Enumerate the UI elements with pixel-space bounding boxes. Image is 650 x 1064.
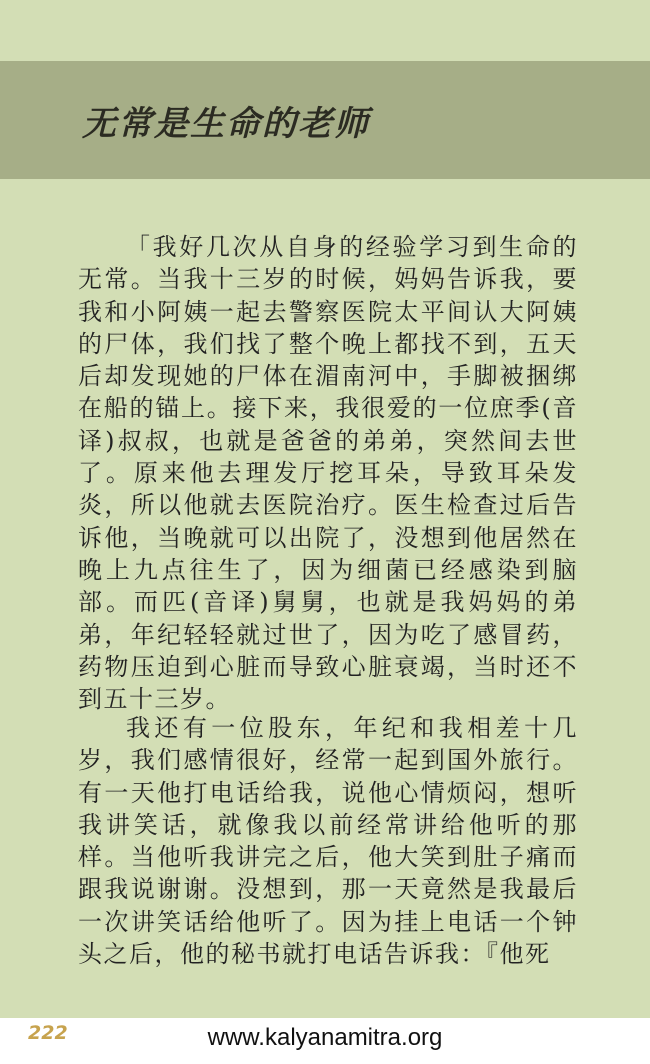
paragraph-2: 我还有一位股东，年纪和我相差十几岁，我们感情很好，经常一起到国外旅行。有一天他打电话给我，说他心情烦闷，想听我讲笑话，就像我以前经常讲给他听的那样。当他听我讲完之后，他大笑到肚子痛而跟我说谢谢。没想到，那一天竟然是我最后一次讲笑话给他听了。因为挂上电话一个钟头之后，他的秘书就打电话告诉我：『他死	[78, 714, 578, 969]
website-link[interactable]: www.kalyanamitra.org	[207, 1024, 443, 1051]
chapter-title: 无常是生命的老师	[82, 104, 370, 144]
paragraph-1: 「我好几次从自身的经验学习到生命的无常。当我十三岁的时候，妈妈告诉我，要我和小阿姨一起去警察医院太平间认大阿姨的尸体，我们找了整个晚上都找不到，五天后却发现她的尸体在湄南河中，手脚被捆绑在船的锚上。接下来，我很爱的一位庶季(音译)叔叔，也就是爸爸的弟弟，突然间去世了。原来他去理发厅挖耳朵，导致耳朵发炎，所以他就去医院治疗。医生检查过后告诉他，当晚就可以出院了，没想到他居然在晚上九点往生了，因为细菌已经感染到脑部。而匹(音译)舅舅，也就是我妈妈的弟弟，年纪轻轻就过世了，因为吃了感冒药，药物压迫到心脏而导致心脏衰竭，当时还不到五十三岁。	[78, 233, 578, 714]
page-number: 222	[28, 1022, 68, 1044]
